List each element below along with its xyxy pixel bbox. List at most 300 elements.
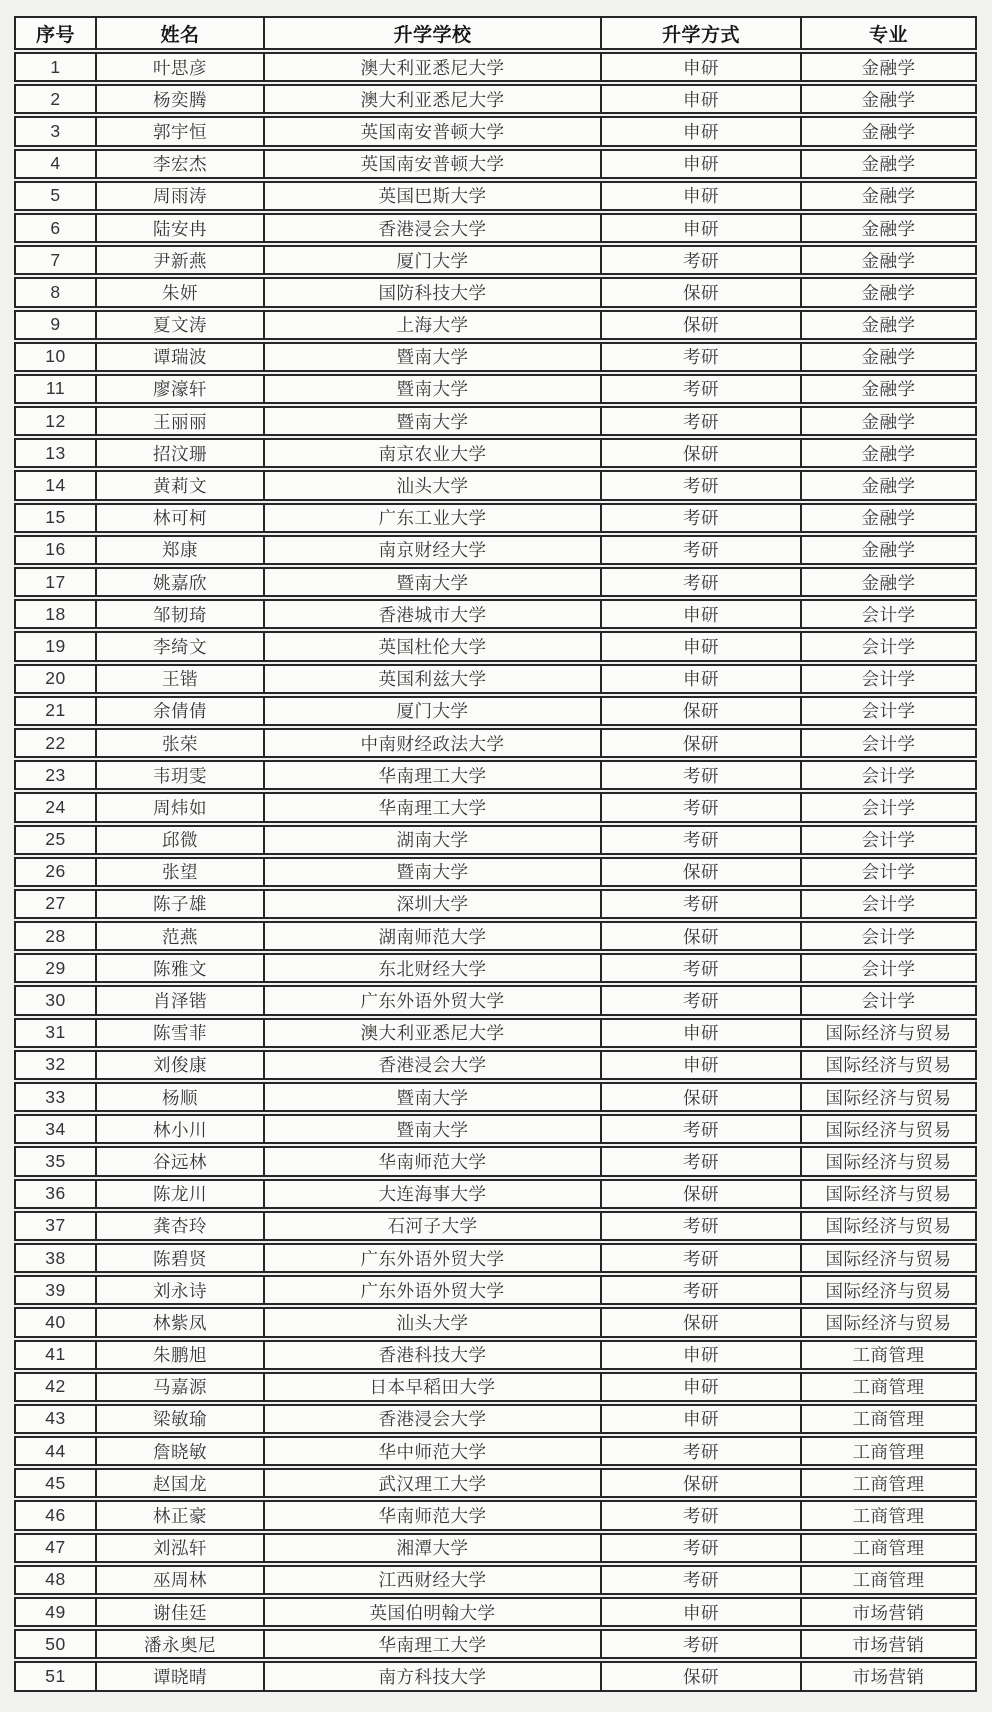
table-row [14, 1533, 977, 1563]
table-row [14, 599, 977, 629]
table-row [14, 213, 977, 243]
cell-name: 姚嘉欣 [95, 567, 263, 597]
cell-school: 华南理工大学 [263, 1629, 600, 1659]
cell-major: 金融学 [800, 438, 977, 468]
table-row [14, 1275, 977, 1305]
cell-major: 金融学 [800, 535, 977, 565]
table-row [14, 1018, 977, 1048]
table-row [14, 921, 977, 951]
cell-name: 招汶珊 [95, 438, 263, 468]
cell-name: 林小川 [95, 1114, 263, 1144]
cell-school: 湖南师范大学 [263, 921, 600, 951]
cell-method: 考研 [600, 985, 800, 1015]
cell-method: 考研 [600, 374, 800, 404]
cell-name: 刘泓轩 [95, 1533, 263, 1563]
cell-name: 刘俊康 [95, 1050, 263, 1080]
cell-method: 考研 [600, 1565, 800, 1595]
cell-school: 暨南大学 [263, 567, 600, 597]
cell-method: 考研 [600, 470, 800, 500]
cell-school: 暨南大学 [263, 1082, 600, 1112]
cell-school: 湘潭大学 [263, 1533, 600, 1563]
cell-method: 保研 [600, 857, 800, 887]
cell-index: 11 [14, 374, 95, 404]
cell-major: 金融学 [800, 374, 977, 404]
cell-name: 邹韧琦 [95, 599, 263, 629]
table-row [14, 1468, 977, 1498]
cell-name: 李绮文 [95, 631, 263, 661]
cell-name: 谭晓晴 [95, 1661, 263, 1691]
cell-index: 47 [14, 1533, 95, 1563]
cell-major: 金融学 [800, 84, 977, 114]
cell-method: 保研 [600, 310, 800, 340]
table-row [14, 1404, 977, 1434]
cell-school: 日本早稻田大学 [263, 1372, 600, 1402]
cell-school: 英国伯明翰大学 [263, 1597, 600, 1627]
cell-school: 南京农业大学 [263, 438, 600, 468]
cell-index: 37 [14, 1211, 95, 1241]
cell-name: 叶思彦 [95, 52, 263, 82]
cell-major: 国际经济与贸易 [800, 1114, 977, 1144]
cell-major: 工商管理 [800, 1436, 977, 1466]
cell-major: 金融学 [800, 342, 977, 372]
cell-major: 会计学 [800, 760, 977, 790]
column-header-major: 专业 [800, 16, 977, 50]
cell-method: 考研 [600, 1533, 800, 1563]
cell-major: 会计学 [800, 792, 977, 822]
cell-index: 6 [14, 213, 95, 243]
table-row [14, 277, 977, 307]
table-row [14, 889, 977, 919]
table-row [14, 1436, 977, 1466]
cell-school: 武汉理工大学 [263, 1468, 600, 1498]
cell-index: 18 [14, 599, 95, 629]
column-header-school: 升学学校 [263, 16, 600, 50]
cell-major: 会计学 [800, 599, 977, 629]
cell-index: 33 [14, 1082, 95, 1112]
table-row [14, 1050, 977, 1080]
cell-school: 石河子大学 [263, 1211, 600, 1241]
cell-name: 邱微 [95, 825, 263, 855]
cell-school: 华南师范大学 [263, 1500, 600, 1530]
cell-method: 考研 [600, 792, 800, 822]
cell-method: 申研 [600, 116, 800, 146]
cell-index: 41 [14, 1340, 95, 1370]
cell-school: 国防科技大学 [263, 277, 600, 307]
cell-name: 梁敏瑜 [95, 1404, 263, 1434]
cell-method: 保研 [600, 1307, 800, 1337]
cell-name: 潘永奥尼 [95, 1629, 263, 1659]
table-body [14, 52, 977, 1692]
table-row [14, 406, 977, 436]
cell-school: 广东外语外贸大学 [263, 1243, 600, 1273]
cell-school: 广东工业大学 [263, 503, 600, 533]
table-row [14, 1661, 977, 1691]
cell-name: 谭瑞波 [95, 342, 263, 372]
cell-method: 考研 [600, 1275, 800, 1305]
cell-index: 43 [14, 1404, 95, 1434]
cell-method: 保研 [600, 438, 800, 468]
cell-school: 香港浸会大学 [263, 213, 600, 243]
cell-method: 申研 [600, 52, 800, 82]
cell-major: 工商管理 [800, 1404, 977, 1434]
cell-school: 深圳大学 [263, 889, 600, 919]
cell-major: 金融学 [800, 213, 977, 243]
table-row [14, 535, 977, 565]
table-row [14, 438, 977, 468]
cell-school: 英国南安普顿大学 [263, 116, 600, 146]
cell-name: 范燕 [95, 921, 263, 951]
cell-name: 张荣 [95, 728, 263, 758]
cell-major: 国际经济与贸易 [800, 1275, 977, 1305]
cell-method: 保研 [600, 921, 800, 951]
cell-school: 英国杜伦大学 [263, 631, 600, 661]
table-row [14, 1500, 977, 1530]
cell-major: 会计学 [800, 921, 977, 951]
table-row [14, 728, 977, 758]
table-row [14, 792, 977, 822]
cell-index: 40 [14, 1307, 95, 1337]
cell-method: 申研 [600, 213, 800, 243]
cell-index: 16 [14, 535, 95, 565]
cell-major: 金融学 [800, 277, 977, 307]
table-row [14, 1565, 977, 1595]
table-row [14, 52, 977, 82]
cell-name: 陈雪菲 [95, 1018, 263, 1048]
cell-method: 考研 [600, 1629, 800, 1659]
cell-name: 林正豪 [95, 1500, 263, 1530]
cell-name: 龚杏玲 [95, 1211, 263, 1241]
cell-index: 48 [14, 1565, 95, 1595]
cell-major: 会计学 [800, 664, 977, 694]
table-row [14, 1179, 977, 1209]
cell-index: 28 [14, 921, 95, 951]
cell-method: 考研 [600, 406, 800, 436]
cell-major: 工商管理 [800, 1372, 977, 1402]
cell-method: 考研 [600, 503, 800, 533]
cell-method: 申研 [600, 1050, 800, 1080]
cell-method: 保研 [600, 728, 800, 758]
table-row [14, 567, 977, 597]
table-row [14, 1114, 977, 1144]
cell-school: 香港浸会大学 [263, 1050, 600, 1080]
table-row [14, 374, 977, 404]
cell-name: 詹晓敏 [95, 1436, 263, 1466]
cell-method: 考研 [600, 1436, 800, 1466]
cell-major: 国际经济与贸易 [800, 1018, 977, 1048]
cell-index: 22 [14, 728, 95, 758]
table-row [14, 857, 977, 887]
cell-school: 暨南大学 [263, 406, 600, 436]
cell-name: 郑康 [95, 535, 263, 565]
cell-school: 华南理工大学 [263, 792, 600, 822]
cell-name: 陈龙川 [95, 1179, 263, 1209]
cell-index: 36 [14, 1179, 95, 1209]
cell-school: 香港城市大学 [263, 599, 600, 629]
cell-name: 林可柯 [95, 503, 263, 533]
cell-name: 陈碧贤 [95, 1243, 263, 1273]
cell-index: 34 [14, 1114, 95, 1144]
cell-major: 工商管理 [800, 1340, 977, 1370]
cell-name: 王锴 [95, 664, 263, 694]
cell-major: 市场营销 [800, 1629, 977, 1659]
cell-major: 市场营销 [800, 1597, 977, 1627]
table-row [14, 149, 977, 179]
cell-major: 金融学 [800, 470, 977, 500]
cell-index: 27 [14, 889, 95, 919]
cell-name: 黄莉文 [95, 470, 263, 500]
cell-index: 24 [14, 792, 95, 822]
cell-major: 市场营销 [800, 1661, 977, 1691]
cell-major: 会计学 [800, 889, 977, 919]
cell-name: 陆安冉 [95, 213, 263, 243]
cell-school: 东北财经大学 [263, 953, 600, 983]
column-header-name: 姓名 [95, 16, 263, 50]
cell-name: 朱妍 [95, 277, 263, 307]
cell-name: 韦玥雯 [95, 760, 263, 790]
table-header-row [14, 16, 977, 50]
table-row [14, 825, 977, 855]
cell-name: 尹新燕 [95, 245, 263, 275]
cell-method: 保研 [600, 696, 800, 726]
cell-method: 申研 [600, 1404, 800, 1434]
cell-school: 香港科技大学 [263, 1340, 600, 1370]
table-row [14, 696, 977, 726]
cell-method: 保研 [600, 1082, 800, 1112]
cell-name: 朱鹏旭 [95, 1340, 263, 1370]
cell-index: 44 [14, 1436, 95, 1466]
cell-name: 杨奕腾 [95, 84, 263, 114]
cell-index: 49 [14, 1597, 95, 1627]
cell-method: 考研 [600, 1243, 800, 1273]
cell-method: 考研 [600, 760, 800, 790]
cell-major: 工商管理 [800, 1468, 977, 1498]
cell-index: 35 [14, 1146, 95, 1176]
cell-school: 广东外语外贸大学 [263, 985, 600, 1015]
cell-major: 金融学 [800, 149, 977, 179]
cell-major: 会计学 [800, 631, 977, 661]
cell-school: 广东外语外贸大学 [263, 1275, 600, 1305]
cell-method: 考研 [600, 953, 800, 983]
cell-major: 金融学 [800, 406, 977, 436]
cell-index: 13 [14, 438, 95, 468]
cell-school: 厦门大学 [263, 696, 600, 726]
cell-name: 谢佳廷 [95, 1597, 263, 1627]
table-row [14, 631, 977, 661]
cell-name: 张望 [95, 857, 263, 887]
table-row [14, 1243, 977, 1273]
cell-school: 澳大利亚悉尼大学 [263, 84, 600, 114]
table-row [14, 1082, 977, 1112]
cell-method: 申研 [600, 631, 800, 661]
cell-name: 肖泽锴 [95, 985, 263, 1015]
cell-school: 暨南大学 [263, 1114, 600, 1144]
cell-school: 华南理工大学 [263, 760, 600, 790]
cell-method: 申研 [600, 149, 800, 179]
cell-method: 保研 [600, 1179, 800, 1209]
cell-major: 会计学 [800, 857, 977, 887]
cell-index: 46 [14, 1500, 95, 1530]
cell-major: 国际经济与贸易 [800, 1243, 977, 1273]
cell-major: 会计学 [800, 825, 977, 855]
cell-index: 15 [14, 503, 95, 533]
cell-method: 保研 [600, 277, 800, 307]
cell-method: 申研 [600, 1597, 800, 1627]
cell-index: 5 [14, 181, 95, 211]
cell-method: 申研 [600, 1018, 800, 1048]
cell-name: 周炜如 [95, 792, 263, 822]
cell-index: 21 [14, 696, 95, 726]
cell-method: 保研 [600, 1661, 800, 1691]
cell-method: 申研 [600, 84, 800, 114]
cell-major: 会计学 [800, 728, 977, 758]
table-row [14, 470, 977, 500]
cell-method: 考研 [600, 342, 800, 372]
admissions-table [14, 16, 977, 1694]
cell-method: 考研 [600, 535, 800, 565]
cell-major: 金融学 [800, 245, 977, 275]
cell-school: 英国巴斯大学 [263, 181, 600, 211]
cell-name: 杨顺 [95, 1082, 263, 1112]
cell-method: 申研 [600, 1340, 800, 1370]
cell-major: 国际经济与贸易 [800, 1050, 977, 1080]
cell-index: 8 [14, 277, 95, 307]
cell-index: 14 [14, 470, 95, 500]
cell-name: 赵国龙 [95, 1468, 263, 1498]
cell-method: 考研 [600, 1114, 800, 1144]
table-row [14, 342, 977, 372]
cell-index: 17 [14, 567, 95, 597]
table-row [14, 181, 977, 211]
cell-index: 1 [14, 52, 95, 82]
cell-school: 英国利兹大学 [263, 664, 600, 694]
cell-major: 会计学 [800, 985, 977, 1015]
table-row [14, 1597, 977, 1627]
cell-method: 考研 [600, 1146, 800, 1176]
cell-major: 工商管理 [800, 1565, 977, 1595]
cell-name: 马嘉源 [95, 1372, 263, 1402]
cell-index: 38 [14, 1243, 95, 1273]
cell-major: 工商管理 [800, 1500, 977, 1530]
table-row [14, 1340, 977, 1370]
table-row [14, 310, 977, 340]
cell-school: 湖南大学 [263, 825, 600, 855]
cell-name: 夏文涛 [95, 310, 263, 340]
cell-school: 南方科技大学 [263, 1661, 600, 1691]
cell-school: 华中师范大学 [263, 1436, 600, 1466]
cell-name: 余倩倩 [95, 696, 263, 726]
cell-method: 申研 [600, 1372, 800, 1402]
cell-name: 陈子雄 [95, 889, 263, 919]
cell-school: 汕头大学 [263, 470, 600, 500]
table-row [14, 84, 977, 114]
cell-index: 12 [14, 406, 95, 436]
cell-school: 澳大利亚悉尼大学 [263, 52, 600, 82]
cell-school: 暨南大学 [263, 374, 600, 404]
table-row [14, 116, 977, 146]
table-row [14, 664, 977, 694]
cell-method: 考研 [600, 567, 800, 597]
cell-major: 金融学 [800, 310, 977, 340]
cell-index: 2 [14, 84, 95, 114]
cell-method: 考研 [600, 1211, 800, 1241]
cell-method: 申研 [600, 599, 800, 629]
cell-major: 金融学 [800, 567, 977, 597]
cell-school: 香港浸会大学 [263, 1404, 600, 1434]
cell-index: 7 [14, 245, 95, 275]
cell-school: 南京财经大学 [263, 535, 600, 565]
cell-index: 50 [14, 1629, 95, 1659]
cell-method: 考研 [600, 889, 800, 919]
table-row [14, 245, 977, 275]
cell-name: 李宏杰 [95, 149, 263, 179]
cell-major: 国际经济与贸易 [800, 1211, 977, 1241]
cell-major: 国际经济与贸易 [800, 1146, 977, 1176]
cell-name: 廖濠轩 [95, 374, 263, 404]
cell-index: 4 [14, 149, 95, 179]
cell-school: 大连海事大学 [263, 1179, 600, 1209]
cell-major: 金融学 [800, 503, 977, 533]
cell-major: 会计学 [800, 953, 977, 983]
table-row [14, 1146, 977, 1176]
cell-school: 中南财经政法大学 [263, 728, 600, 758]
cell-index: 3 [14, 116, 95, 146]
cell-school: 厦门大学 [263, 245, 600, 275]
cell-index: 23 [14, 760, 95, 790]
cell-school: 汕头大学 [263, 1307, 600, 1337]
cell-school: 英国南安普顿大学 [263, 149, 600, 179]
table-row [14, 503, 977, 533]
cell-name: 林紫凤 [95, 1307, 263, 1337]
cell-name: 刘永诗 [95, 1275, 263, 1305]
cell-school: 上海大学 [263, 310, 600, 340]
table-row [14, 760, 977, 790]
cell-major: 国际经济与贸易 [800, 1307, 977, 1337]
cell-major: 工商管理 [800, 1533, 977, 1563]
column-header-method: 升学方式 [600, 16, 800, 50]
cell-major: 会计学 [800, 696, 977, 726]
cell-method: 考研 [600, 245, 800, 275]
cell-school: 澳大利亚悉尼大学 [263, 1018, 600, 1048]
cell-major: 国际经济与贸易 [800, 1082, 977, 1112]
cell-index: 19 [14, 631, 95, 661]
cell-name: 周雨涛 [95, 181, 263, 211]
cell-index: 45 [14, 1468, 95, 1498]
cell-index: 30 [14, 985, 95, 1015]
cell-name: 陈雅文 [95, 953, 263, 983]
cell-index: 20 [14, 664, 95, 694]
cell-major: 金融学 [800, 52, 977, 82]
cell-major: 国际经济与贸易 [800, 1179, 977, 1209]
cell-index: 39 [14, 1275, 95, 1305]
cell-name: 谷远林 [95, 1146, 263, 1176]
cell-method: 保研 [600, 1468, 800, 1498]
cell-major: 金融学 [800, 181, 977, 211]
table-row [14, 1372, 977, 1402]
cell-index: 25 [14, 825, 95, 855]
cell-index: 29 [14, 953, 95, 983]
cell-index: 32 [14, 1050, 95, 1080]
cell-index: 31 [14, 1018, 95, 1048]
cell-name: 巫周林 [95, 1565, 263, 1595]
cell-index: 10 [14, 342, 95, 372]
column-header-index: 序号 [14, 16, 95, 50]
cell-method: 申研 [600, 664, 800, 694]
cell-school: 江西财经大学 [263, 1565, 600, 1595]
table-row [14, 1307, 977, 1337]
cell-school: 暨南大学 [263, 857, 600, 887]
cell-method: 考研 [600, 1500, 800, 1530]
table-row [14, 1629, 977, 1659]
